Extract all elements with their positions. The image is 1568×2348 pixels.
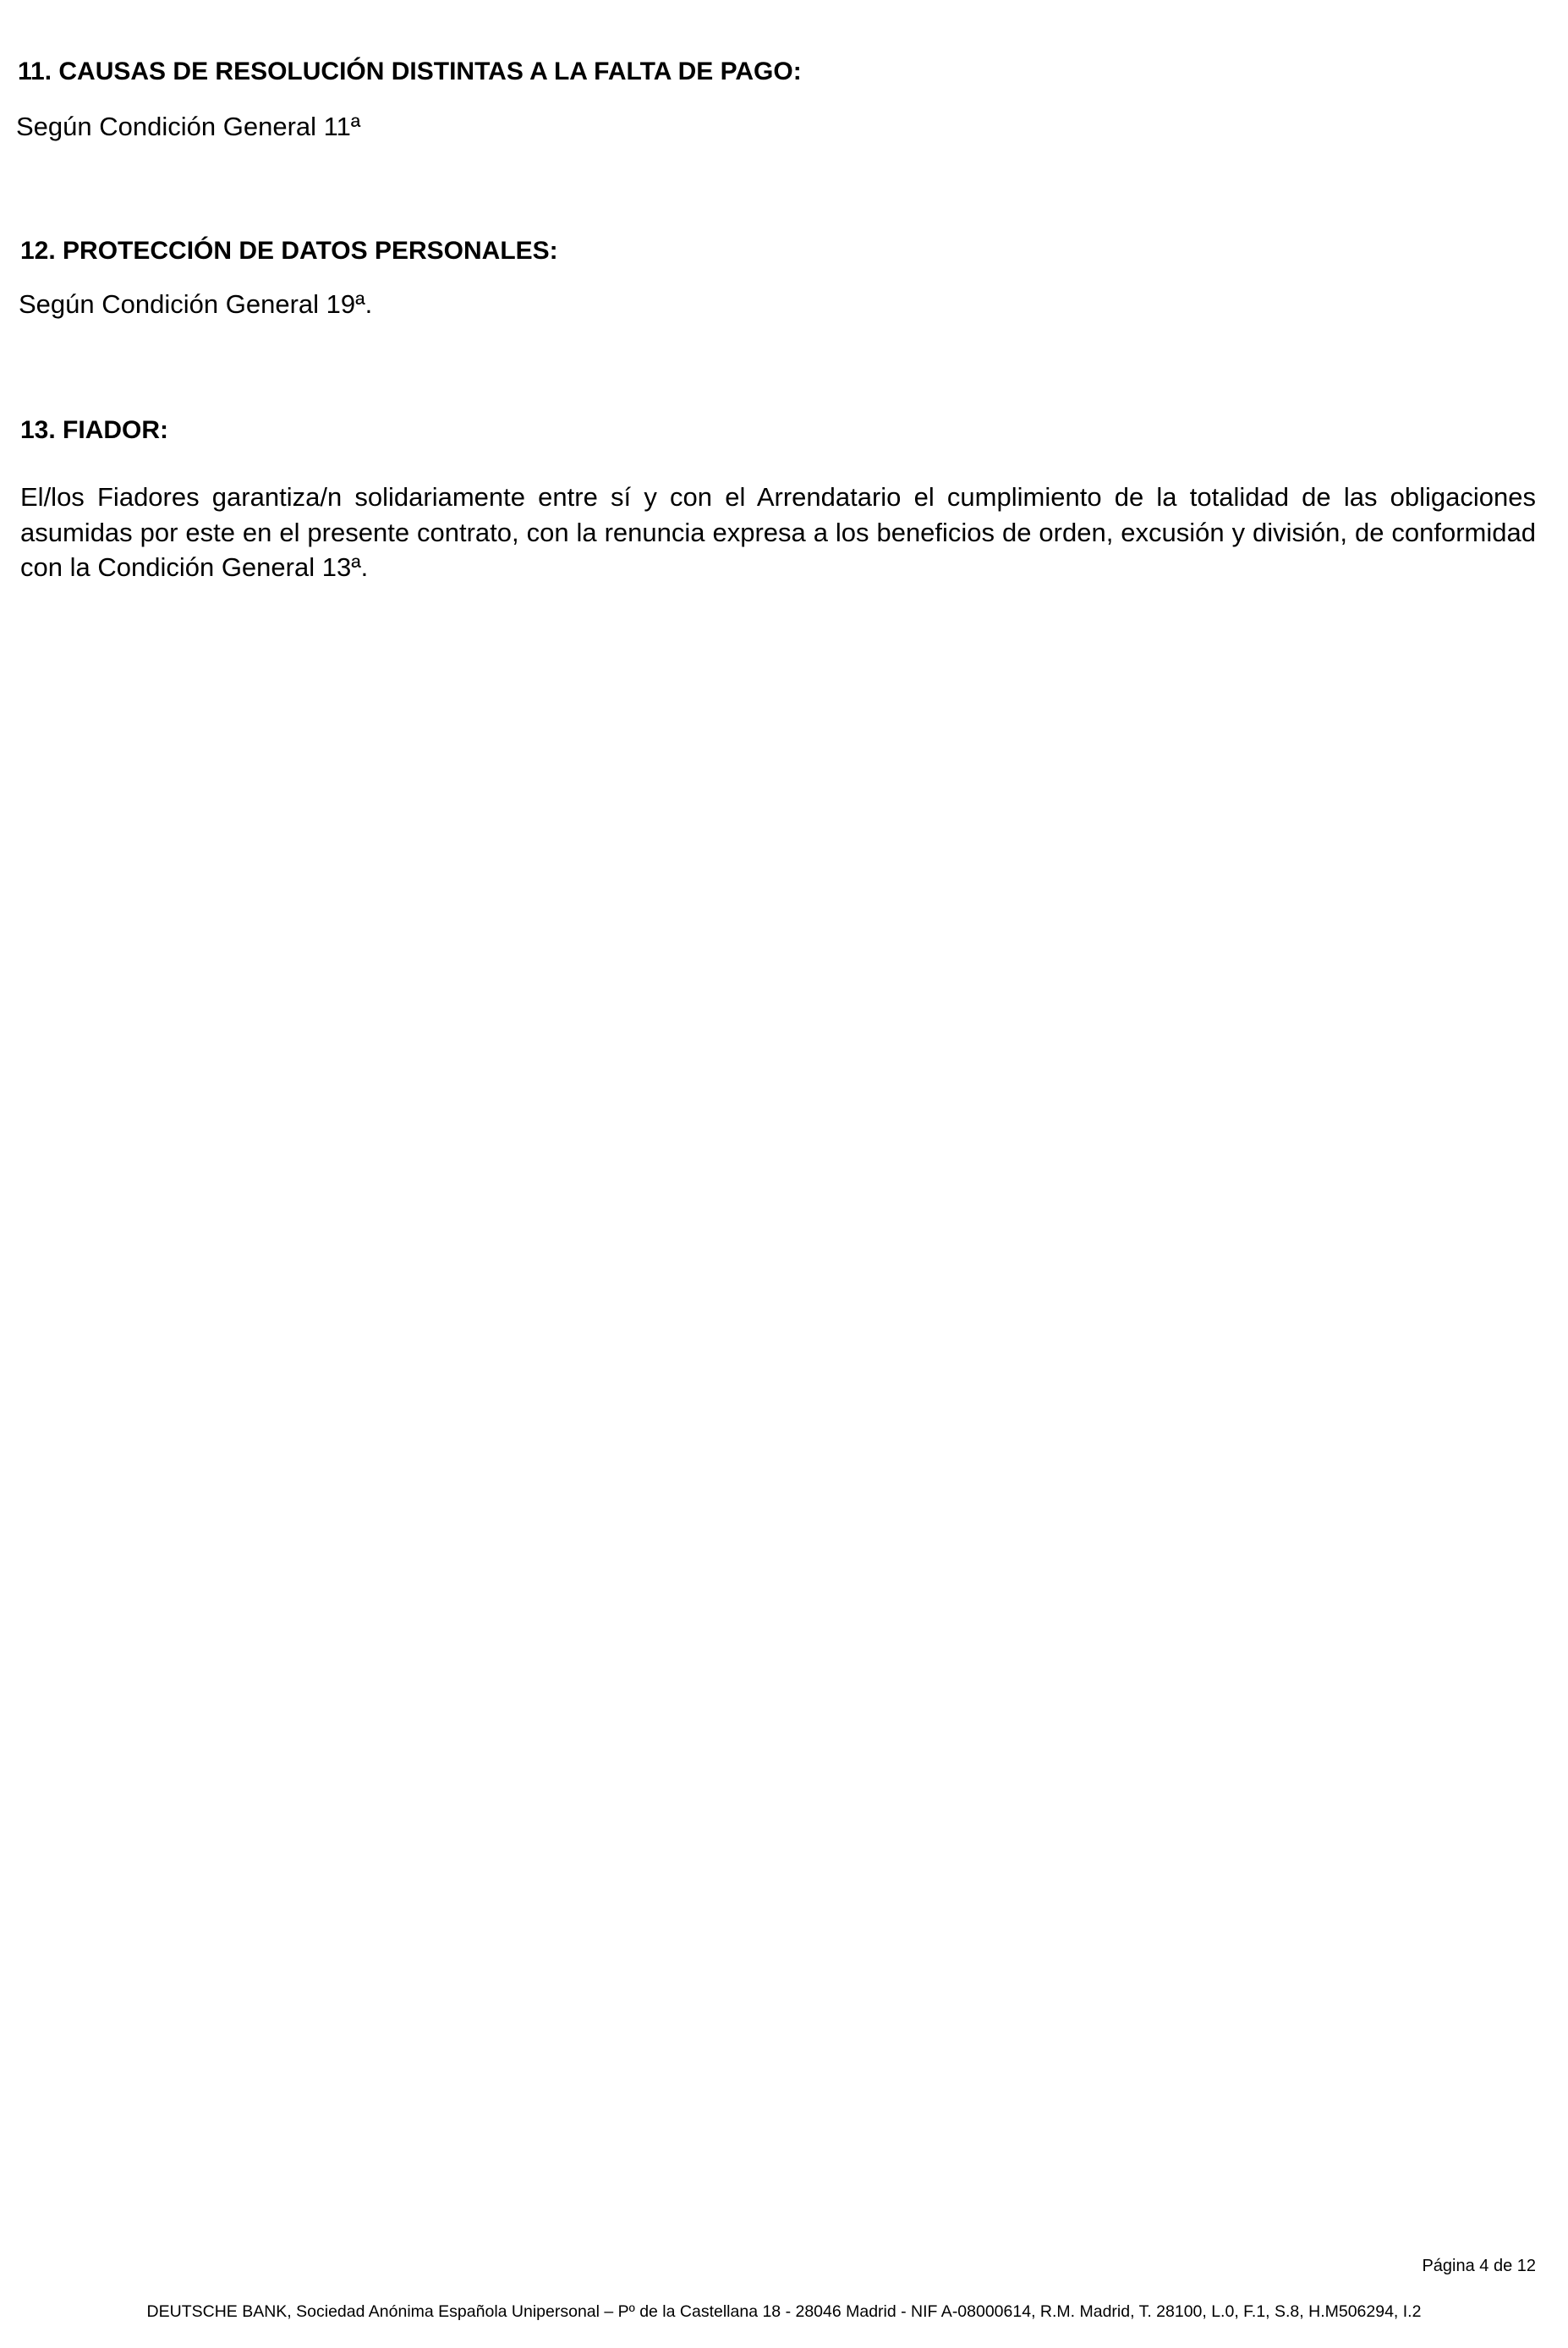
section-12-body: Según Condición General 19ª. <box>19 289 373 319</box>
page-number: Página 4 de 12 <box>1422 2257 1536 2275</box>
legal-footer: DEUTSCHE BANK, Sociedad Anónima Española Unipersonal – Pº de la Castellana 18 - 28046 Madrid - NIF A-08000614, R.M. Madrid, T. 28100, L.0, F.1, S.8, H.M506294, I.2 <box>146 2302 1422 2321</box>
section-13-heading: 13. FIADOR: <box>20 416 169 444</box>
section-11-body: Según Condición General 11ª <box>16 112 361 141</box>
section-13-body: El/los Fiadores garantiza/n solidariamente entre sí y con el Arrendatario el cumplimiento de la totalidad de las obligaciones asumidas por este en el presente contrato, con la renuncia expresa a los beneficios de orden, excusión y división, de conformidad con la Condición General 13ª. <box>20 482 1536 582</box>
section-12-heading: 12. PROTECCIÓN DE DATOS PERSONALES: <box>20 237 558 265</box>
section-11-heading: 11. CAUSAS DE RESOLUCIÓN DISTINTAS A LA FALTA DE PAGO: <box>18 58 802 85</box>
